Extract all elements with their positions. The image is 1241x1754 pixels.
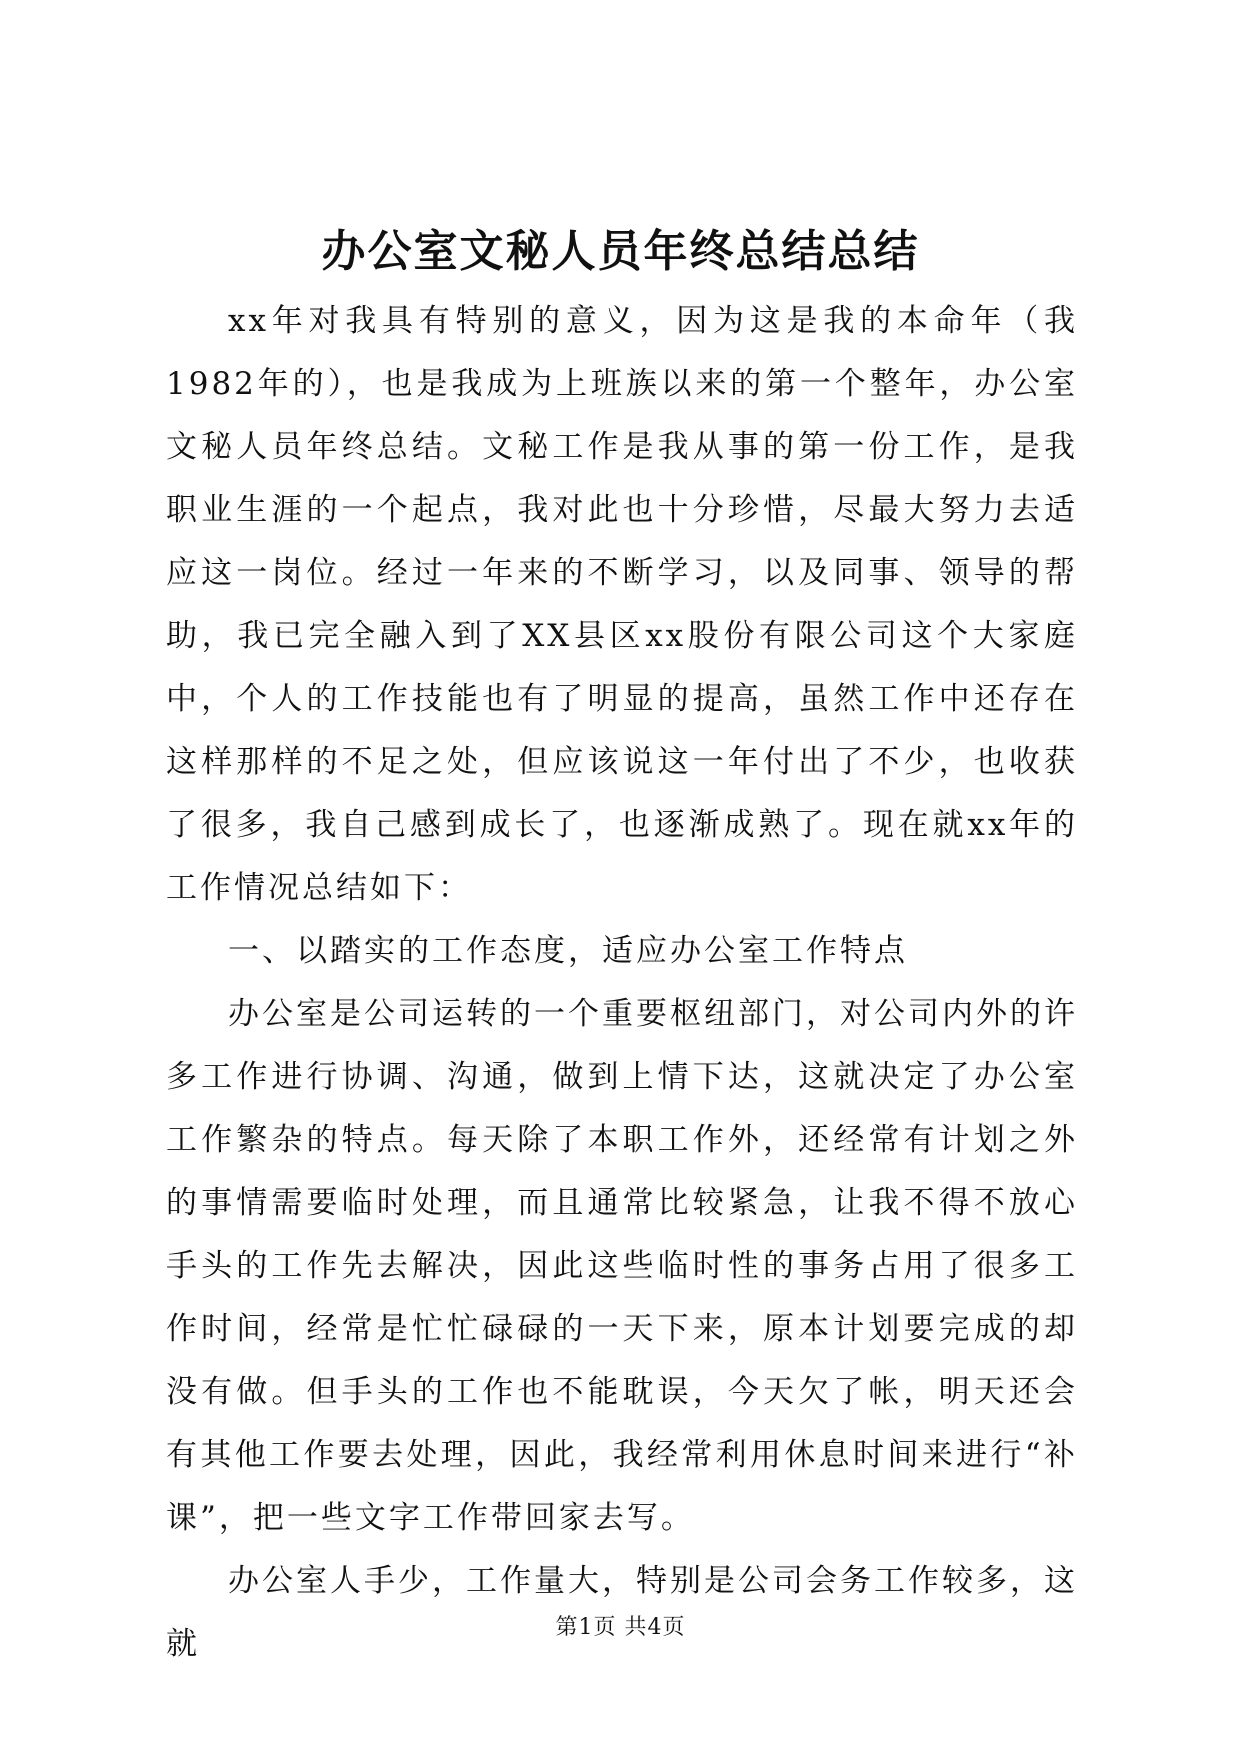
section-heading: 一、以踏实的工作态度，适应办公室工作特点 — [228, 933, 908, 969]
body-paragraph: 办公室人手少，工作量大，特别是公司会务工作较多，这就 — [166, 1563, 1078, 1662]
body-paragraph: 办公室是公司运转的一个重要枢纽部门，对公司内外的许多工作进行协调、沟通，做到上情下达，这就决定了办公室工作繁杂的特点。每天除了本职工作外，还经常有计划之外的事情需要临时处理，而且通常比较紧急，让我不得不放心手头的工作先去解决，因此这些临时性的事务占用了很多工作时间，经常是忙忙碌碌的一天下来，原本计划要完成的却没有做。但手头的工作也不能耽误，今天欠了帐，明天还会有其他工作要去处理，因此，我经常利用休息时间来进行“补课”，把一些文字工作带回家去写。 — [166, 996, 1078, 1536]
document-body — [166, 290, 1078, 1676]
page-number-footer: 第1页 共4页 — [555, 1615, 686, 1640]
body-paragraph: xx年对我具有特别的意义，因为这是我的本命年（我1982年的），也是我成为上班族以来的第一个整年，办公室文秘人员年终总结。文秘工作是我从事的第一份工作，是我职业生涯的一个起点，我对此也十分珍惜，尽最大努力去适应这一岗位。经过一年来的不断学习，以及同事、领导的帮助，我已完全融入到了XX县区xx股份有限公司这个大家庭中，个人的工作技能也有了明显的提高，虽然工作中还存在这样那样的不足之处，但应该说这一年付出了不少，也收获了很多，我自己感到成长了，也逐渐成熟了。现在就xx年的工作情况总结如下： — [166, 303, 1078, 906]
document-title: 办公室文秘人员年终总结总结 — [321, 226, 920, 277]
